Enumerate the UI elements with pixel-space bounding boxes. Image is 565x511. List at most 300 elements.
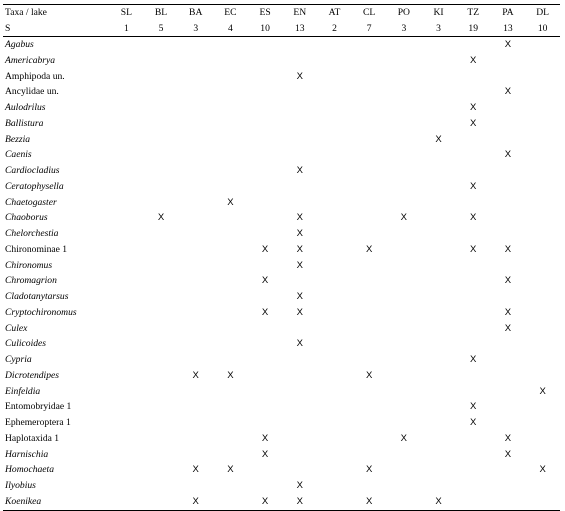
empty-cell-ki xyxy=(421,84,456,100)
empty-cell-pa xyxy=(491,462,526,478)
empty-cell-bl xyxy=(144,242,179,258)
empty-cell-es xyxy=(248,321,283,337)
presence-mark-en: X xyxy=(296,480,303,491)
empty-cell-bl xyxy=(144,431,179,447)
empty-cell-dl xyxy=(525,242,560,258)
empty-cell-sl xyxy=(109,289,144,305)
empty-cell-ec xyxy=(213,415,248,431)
empty-cell-bl xyxy=(144,494,179,510)
empty-cell-ba xyxy=(178,399,213,415)
empty-cell-sl xyxy=(109,368,144,384)
empty-cell-po xyxy=(387,273,422,289)
empty-cell-sl xyxy=(109,415,144,431)
empty-cell-po xyxy=(387,258,422,274)
header-lake-bl: BL xyxy=(144,5,179,22)
empty-cell-en xyxy=(282,399,317,415)
header-richness-ec: 4 xyxy=(213,21,248,37)
empty-cell-at xyxy=(317,116,352,132)
empty-cell-es xyxy=(248,462,283,478)
empty-cell-ec xyxy=(213,336,248,352)
header-lake-ec: EC xyxy=(213,5,248,22)
empty-cell-at xyxy=(317,352,352,368)
empty-cell-bl xyxy=(144,147,179,163)
empty-cell-en xyxy=(282,53,317,69)
empty-cell-ba xyxy=(178,273,213,289)
table-row xyxy=(3,273,560,289)
empty-cell-tz xyxy=(456,226,491,242)
empty-cell-ki xyxy=(421,242,456,258)
empty-cell-cl xyxy=(352,305,387,321)
empty-cell-dl xyxy=(525,116,560,132)
table-body xyxy=(3,37,560,511)
presence-mark-pa: X xyxy=(504,39,512,50)
empty-cell-ki xyxy=(421,100,456,116)
table-row xyxy=(3,242,560,258)
empty-cell-po xyxy=(387,305,422,321)
empty-cell-ec xyxy=(213,384,248,400)
empty-cell-ki xyxy=(421,399,456,415)
empty-cell-po xyxy=(387,116,422,132)
empty-cell-cl xyxy=(352,147,387,163)
presence-mark-en: X xyxy=(282,494,317,510)
empty-cell-dl xyxy=(525,321,560,337)
table-row xyxy=(3,415,560,431)
empty-cell-ba xyxy=(178,321,213,337)
taxon-name: Chironominae 1 xyxy=(5,243,68,255)
empty-cell-en xyxy=(282,368,317,384)
empty-cell-en xyxy=(282,321,317,337)
table-row xyxy=(3,53,560,69)
empty-cell-dl xyxy=(525,37,560,53)
empty-cell-es xyxy=(248,478,283,494)
empty-cell-pa xyxy=(491,100,526,116)
header-lake-ki: KI xyxy=(421,5,456,22)
empty-cell-pa xyxy=(491,163,526,179)
empty-cell-tz xyxy=(456,84,491,100)
table-row xyxy=(3,352,560,368)
table-row xyxy=(3,494,560,510)
empty-cell-es xyxy=(248,289,283,305)
empty-cell-sl xyxy=(109,147,144,163)
empty-cell-tz xyxy=(456,132,491,148)
empty-cell-en xyxy=(282,179,317,195)
empty-cell-dl xyxy=(525,84,560,100)
presence-mark-es: X xyxy=(261,306,269,318)
empty-cell-ec xyxy=(213,163,248,179)
empty-cell-ba xyxy=(178,289,213,305)
empty-cell-sl xyxy=(109,116,144,132)
empty-cell-ec xyxy=(213,84,248,100)
empty-cell-dl xyxy=(525,352,560,368)
empty-cell-ba xyxy=(178,37,213,53)
empty-cell-es xyxy=(248,179,283,195)
empty-cell-ec xyxy=(213,447,248,463)
empty-cell-ec xyxy=(213,179,248,195)
empty-cell-sl xyxy=(109,431,144,447)
empty-cell-ba xyxy=(178,478,213,494)
table-row xyxy=(3,321,560,337)
empty-cell-ki xyxy=(421,226,456,242)
empty-cell-ba xyxy=(178,258,213,274)
header-richness-at: 2 xyxy=(317,21,352,37)
presence-mark-en: X xyxy=(296,306,303,318)
presence-mark-cl: X xyxy=(365,464,373,476)
empty-cell-es xyxy=(248,352,283,368)
table-row xyxy=(3,462,560,478)
header-lake-po: PO xyxy=(387,5,422,22)
empty-cell-sl xyxy=(109,384,144,400)
header-richness-po: 3 xyxy=(387,21,422,37)
empty-cell-ec xyxy=(213,431,248,447)
empty-cell-es xyxy=(248,163,283,179)
empty-cell-pa xyxy=(491,478,526,494)
taxon-name: Ancylidae un. xyxy=(5,86,59,98)
empty-cell-po xyxy=(387,462,422,478)
presence-mark-cl: X xyxy=(365,243,373,255)
empty-cell-cl xyxy=(352,84,387,100)
empty-cell-tz xyxy=(456,447,491,463)
empty-cell-ki xyxy=(421,368,456,384)
empty-cell-at xyxy=(317,273,352,289)
empty-cell-en xyxy=(282,462,317,478)
presence-mark-ba: X xyxy=(192,464,199,476)
empty-cell-pa xyxy=(491,494,526,510)
empty-cell-po xyxy=(387,321,422,337)
empty-cell-at xyxy=(317,37,352,53)
empty-cell-en xyxy=(282,273,317,289)
empty-cell-ec xyxy=(213,116,248,132)
header-lake-dl: DL xyxy=(525,5,560,22)
empty-cell-po xyxy=(387,132,422,148)
empty-cell-cl xyxy=(352,352,387,368)
header-richness-pa: 13 xyxy=(491,21,526,37)
empty-cell-ba xyxy=(178,69,213,85)
taxon-name: Ceratophysella xyxy=(5,180,64,192)
table-row xyxy=(3,179,560,195)
empty-cell-tz xyxy=(456,368,491,384)
empty-cell-pa xyxy=(491,69,526,85)
presence-mark-en: X xyxy=(296,243,303,255)
empty-cell-po xyxy=(387,447,422,463)
empty-cell-en xyxy=(282,447,317,463)
empty-cell-cl xyxy=(352,415,387,431)
empty-cell-dl xyxy=(525,336,560,352)
table-row xyxy=(3,305,560,321)
table-row xyxy=(3,226,560,242)
empty-cell-at xyxy=(317,289,352,305)
empty-cell-ki xyxy=(421,163,456,179)
empty-cell-pa xyxy=(491,415,526,431)
empty-cell-dl xyxy=(525,289,560,305)
empty-cell-dl xyxy=(525,53,560,69)
empty-cell-at xyxy=(317,368,352,384)
empty-cell-bl xyxy=(144,478,179,494)
taxon-name: Chelorchestia xyxy=(5,228,59,239)
empty-cell-ec xyxy=(213,147,248,163)
presence-mark-pa: X xyxy=(504,448,512,460)
presence-mark-en: X xyxy=(296,165,303,176)
empty-cell-bl xyxy=(144,368,179,384)
taxon-name: Koenikea xyxy=(3,494,109,510)
empty-cell-at xyxy=(317,179,352,195)
empty-cell-bl xyxy=(144,116,179,132)
empty-cell-sl xyxy=(109,258,144,274)
header-lake-ba: BA xyxy=(178,5,213,22)
empty-cell-bl xyxy=(144,462,179,478)
empty-cell-ba xyxy=(178,305,213,321)
empty-cell-po xyxy=(387,37,422,53)
empty-cell-cl xyxy=(352,431,387,447)
empty-cell-tz xyxy=(456,273,491,289)
empty-cell-cl xyxy=(352,100,387,116)
presence-mark-po: X xyxy=(400,212,408,224)
empty-cell-sl xyxy=(109,210,144,226)
empty-cell-at xyxy=(317,226,352,242)
presence-mark-tz: X xyxy=(470,417,477,428)
empty-cell-ba xyxy=(178,431,213,447)
table-row xyxy=(3,210,560,226)
empty-cell-pa xyxy=(491,195,526,211)
empty-cell-po xyxy=(387,100,422,116)
empty-cell-pa xyxy=(491,210,526,226)
empty-cell-cl xyxy=(352,210,387,226)
empty-cell-ec xyxy=(213,258,248,274)
taxon-name: Cladotanytarsus xyxy=(5,291,69,302)
header-lake-en: EN xyxy=(282,5,317,22)
empty-cell-sl xyxy=(109,478,144,494)
header-richness-es: 10 xyxy=(248,21,283,37)
taxon-name: Cypria xyxy=(5,354,32,365)
empty-cell-dl xyxy=(525,494,560,510)
presence-mark-tz: X xyxy=(470,243,477,255)
empty-cell-cl xyxy=(352,336,387,352)
empty-cell-po xyxy=(387,478,422,494)
table-row xyxy=(3,384,560,400)
empty-cell-dl xyxy=(525,415,560,431)
taxon-name: Dicrotendipes xyxy=(5,369,59,381)
empty-cell-dl xyxy=(525,195,560,211)
empty-cell-bl xyxy=(144,37,179,53)
empty-cell-cl xyxy=(352,258,387,274)
empty-cell-tz xyxy=(456,462,491,478)
empty-cell-sl xyxy=(109,132,144,148)
empty-cell-cl xyxy=(352,53,387,69)
taxon-name: Amphipoda un. xyxy=(5,70,65,82)
empty-cell-bl xyxy=(144,399,179,415)
presence-mark-ec: X xyxy=(227,196,234,208)
empty-cell-ba xyxy=(178,336,213,352)
empty-cell-ec xyxy=(213,132,248,148)
empty-cell-sl xyxy=(109,305,144,321)
empty-cell-ec xyxy=(213,305,248,321)
empty-cell-bl xyxy=(144,415,179,431)
taxon-name: Cardiocladius xyxy=(5,165,60,176)
empty-cell-dl xyxy=(525,258,560,274)
empty-cell-at xyxy=(317,242,352,258)
empty-cell-dl xyxy=(525,69,560,85)
empty-cell-ki xyxy=(421,258,456,274)
taxon-name: Chironomus xyxy=(5,259,53,271)
empty-cell-po xyxy=(387,163,422,179)
empty-cell-ba xyxy=(178,352,213,368)
presence-mark-ec: X xyxy=(227,369,234,381)
presence-mark-pa: X xyxy=(504,149,512,161)
presence-mark-en: X xyxy=(296,228,303,239)
taxon-name: Agabus xyxy=(5,39,34,50)
taxon-name: Ballistura xyxy=(5,117,44,129)
table-row xyxy=(3,195,560,211)
empty-cell-ki xyxy=(421,447,456,463)
table-row xyxy=(3,100,560,116)
taxon-name: Bezzia xyxy=(5,133,31,145)
presence-mark-tz: X xyxy=(470,212,477,224)
header-richness-ba: 3 xyxy=(178,21,213,37)
taxon-name: Homochaeta xyxy=(5,464,55,476)
taxon-name: Ilyobius xyxy=(5,480,36,491)
header-richness-sl: 1 xyxy=(109,21,144,37)
empty-cell-sl xyxy=(109,69,144,85)
empty-cell-bl xyxy=(144,132,179,148)
empty-cell-pa xyxy=(491,132,526,148)
empty-cell-pa xyxy=(491,352,526,368)
empty-cell-sl xyxy=(109,399,144,415)
empty-cell-ec xyxy=(213,37,248,53)
empty-cell-ki xyxy=(421,415,456,431)
empty-cell-cl xyxy=(352,478,387,494)
empty-cell-at xyxy=(317,210,352,226)
empty-cell-ba xyxy=(178,132,213,148)
empty-cell-es xyxy=(248,132,283,148)
empty-cell-po xyxy=(387,352,422,368)
empty-cell-sl xyxy=(109,226,144,242)
empty-cell-tz xyxy=(456,147,491,163)
empty-cell-pa xyxy=(491,399,526,415)
empty-cell-ki xyxy=(421,384,456,400)
empty-cell-sl xyxy=(109,494,144,510)
presence-mark-es: X xyxy=(261,275,269,287)
empty-cell-bl xyxy=(144,84,179,100)
empty-cell-pa xyxy=(491,368,526,384)
empty-cell-bl xyxy=(144,273,179,289)
empty-cell-sl xyxy=(109,242,144,258)
empty-cell-at xyxy=(317,478,352,494)
empty-cell-at xyxy=(317,195,352,211)
header-lake-at: AT xyxy=(317,5,352,22)
empty-cell-ec xyxy=(213,494,248,510)
empty-cell-dl xyxy=(525,447,560,463)
empty-cell-sl xyxy=(109,84,144,100)
empty-cell-cl xyxy=(352,195,387,211)
empty-cell-tz xyxy=(456,336,491,352)
empty-cell-at xyxy=(317,132,352,148)
empty-cell-ec xyxy=(213,399,248,415)
taxon-name: Aulodrilus xyxy=(5,102,46,113)
taxon-name: Chromagrion xyxy=(5,275,57,287)
presence-mark-es: X xyxy=(261,448,269,460)
empty-cell-cl xyxy=(352,132,387,148)
empty-cell-po xyxy=(387,147,422,163)
empty-cell-bl xyxy=(144,100,179,116)
empty-cell-es xyxy=(248,69,283,85)
header-lake-es: ES xyxy=(248,5,283,22)
presence-mark-dl: X xyxy=(539,464,546,476)
empty-cell-cl xyxy=(352,321,387,337)
empty-cell-es xyxy=(248,147,283,163)
taxon-name: Ephemeroptera 1 xyxy=(5,417,71,428)
taxon-name: Haplotaxida 1 xyxy=(5,432,60,444)
presence-mark-es: X xyxy=(261,432,269,444)
empty-cell-dl xyxy=(525,132,560,148)
empty-cell-ki xyxy=(421,69,456,85)
empty-cell-en xyxy=(282,132,317,148)
empty-cell-es xyxy=(248,53,283,69)
empty-cell-ki xyxy=(421,289,456,305)
empty-cell-es xyxy=(248,116,283,132)
header-row-lakes xyxy=(3,5,560,22)
empty-cell-ba xyxy=(178,242,213,258)
table-row xyxy=(3,399,560,415)
empty-cell-sl xyxy=(109,163,144,179)
empty-cell-pa xyxy=(491,289,526,305)
empty-cell-pa xyxy=(491,53,526,69)
header-richness-cl: 7 xyxy=(352,21,387,37)
empty-cell-cl xyxy=(352,273,387,289)
presence-mark-en: X xyxy=(296,212,303,224)
empty-cell-at xyxy=(317,415,352,431)
empty-cell-at xyxy=(317,321,352,337)
empty-cell-bl xyxy=(144,226,179,242)
empty-cell-dl xyxy=(525,100,560,116)
empty-cell-ba xyxy=(178,84,213,100)
header-s-label: S xyxy=(3,21,109,37)
empty-cell-bl xyxy=(144,69,179,85)
table-row xyxy=(3,289,560,305)
presence-mark-ki: X xyxy=(421,494,456,510)
presence-mark-tz: X xyxy=(470,354,477,365)
empty-cell-po xyxy=(387,179,422,195)
empty-cell-at xyxy=(317,384,352,400)
table-row xyxy=(3,431,560,447)
presence-mark-tz: X xyxy=(470,117,477,129)
empty-cell-bl xyxy=(144,289,179,305)
header-richness-bl: 5 xyxy=(144,21,179,37)
presence-mark-tz: X xyxy=(470,401,477,413)
table-row xyxy=(3,368,560,384)
empty-cell-ba xyxy=(178,100,213,116)
empty-cell-es xyxy=(248,37,283,53)
table-row xyxy=(3,37,560,53)
empty-cell-ki xyxy=(421,305,456,321)
empty-cell-sl xyxy=(109,336,144,352)
taxon-name: Caenis xyxy=(5,149,32,161)
empty-cell-ki xyxy=(421,462,456,478)
presence-mark-pa: X xyxy=(504,322,512,334)
empty-cell-at xyxy=(317,431,352,447)
presence-mark-pa: X xyxy=(504,306,512,318)
empty-cell-ki xyxy=(421,179,456,195)
empty-cell-bl xyxy=(144,384,179,400)
empty-cell-dl xyxy=(525,226,560,242)
empty-cell-ki xyxy=(421,321,456,337)
empty-cell-bl xyxy=(144,321,179,337)
empty-cell-tz xyxy=(456,195,491,211)
empty-cell-po xyxy=(387,84,422,100)
empty-cell-ec xyxy=(213,273,248,289)
empty-cell-bl xyxy=(144,336,179,352)
empty-cell-ki xyxy=(421,195,456,211)
presence-mark-cl: X xyxy=(352,494,387,510)
presence-mark-ba: X xyxy=(192,369,199,381)
